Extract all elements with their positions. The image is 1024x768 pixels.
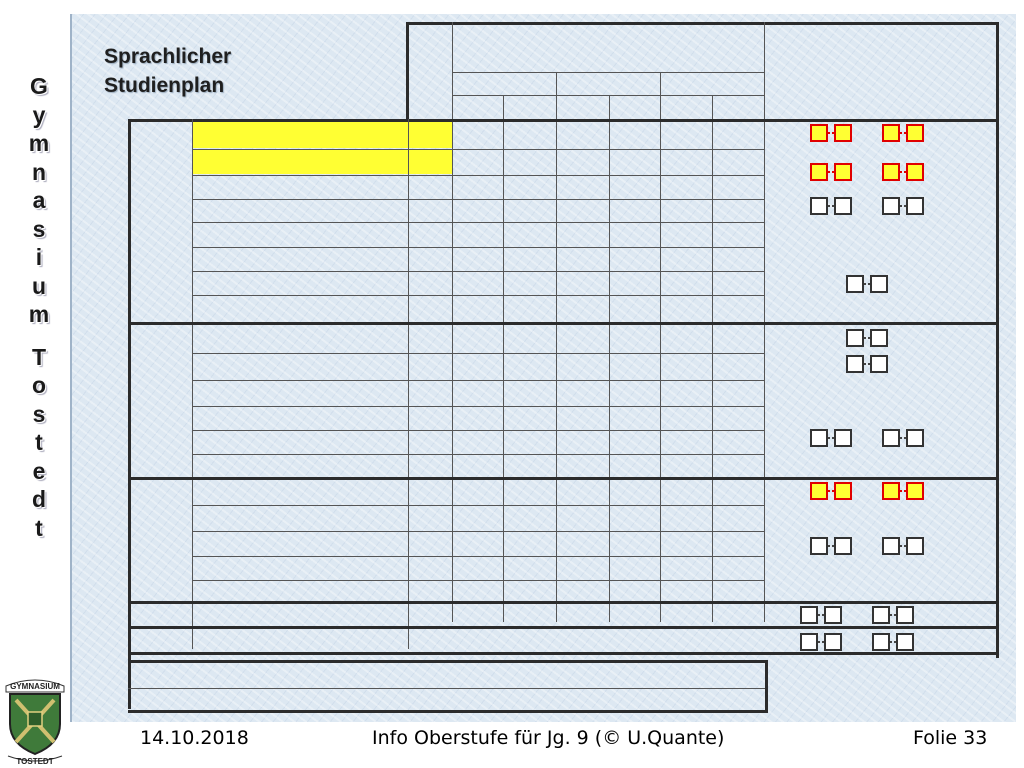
course-checkbox <box>810 429 828 447</box>
highlight-band <box>192 149 452 174</box>
course-checkbox <box>800 606 818 624</box>
vertical-title-letter: a <box>32 187 46 213</box>
table-rule <box>128 119 131 709</box>
table-rule <box>128 601 999 604</box>
course-checkbox-group <box>810 197 924 215</box>
table-rule <box>660 72 661 622</box>
course-checkbox <box>882 197 900 215</box>
vertical-title-letter: y <box>32 101 46 128</box>
course-checkbox <box>824 633 842 651</box>
course-checkbox <box>906 537 924 555</box>
page-title <box>104 42 231 100</box>
course-checkbox <box>810 124 828 142</box>
table-rule <box>556 72 557 622</box>
table-rule <box>192 531 765 532</box>
course-checkbox <box>834 124 852 142</box>
title-line-1: Sprachlicher <box>104 45 232 68</box>
vertical-title-letter: s <box>32 400 46 427</box>
course-checkbox-group <box>846 355 888 373</box>
table-rule <box>192 430 765 431</box>
footer-title: Info Oberstufe für Jg. 9 (© U.Quante) <box>372 727 725 749</box>
course-checkbox <box>870 329 888 347</box>
vertical-title-letter: t <box>35 514 43 541</box>
vertical-title-letter: e <box>32 457 46 484</box>
table-rule <box>192 199 765 200</box>
table-rule <box>192 175 765 176</box>
course-checkbox <box>882 124 900 142</box>
course-checkbox <box>834 537 852 555</box>
course-checkbox-group <box>810 537 924 555</box>
vertical-title-letter: d <box>31 486 47 512</box>
course-checkbox <box>834 163 852 181</box>
course-checkbox <box>906 482 924 500</box>
course-checkbox <box>824 606 842 624</box>
table-rule <box>128 477 999 480</box>
course-checkbox <box>906 197 924 215</box>
table-rule <box>192 271 765 272</box>
course-checkbox-group <box>810 482 924 500</box>
course-checkbox <box>882 482 900 500</box>
table-rule <box>192 353 765 354</box>
course-checkbox <box>870 355 888 373</box>
table-rule <box>192 454 765 455</box>
course-checkbox <box>906 124 924 142</box>
course-checkbox-group <box>846 275 888 293</box>
course-checkbox <box>810 163 828 181</box>
vertical-title-letter: m <box>28 130 50 156</box>
course-checkbox-group <box>810 429 924 447</box>
left-sidebar <box>0 0 74 768</box>
course-checkbox <box>896 633 914 651</box>
course-checkbox <box>834 197 852 215</box>
highlight-band <box>192 122 452 148</box>
course-checkbox <box>810 537 828 555</box>
course-checkbox <box>800 633 818 651</box>
table-rule <box>192 556 765 557</box>
course-checkbox-group <box>800 633 914 651</box>
vertical-school-title <box>14 72 64 542</box>
course-checkbox <box>810 482 828 500</box>
table-rule <box>192 505 765 506</box>
course-checkbox <box>882 163 900 181</box>
table-rule <box>192 580 765 581</box>
table-rule <box>996 22 999 658</box>
vertical-title-letter: t <box>35 429 43 455</box>
footer <box>0 727 1024 755</box>
table-rule <box>192 406 765 407</box>
course-checkbox-group <box>800 606 914 624</box>
table-rule <box>128 626 999 629</box>
table-rule <box>192 149 765 150</box>
table-rule <box>453 72 765 73</box>
table-rule <box>765 660 768 712</box>
course-checkbox <box>846 355 864 373</box>
course-checkbox-group <box>810 124 924 142</box>
vertical-title-letter: s <box>32 215 46 242</box>
course-checkbox <box>906 429 924 447</box>
footer-date: 14.10.2018 <box>140 727 249 749</box>
vertical-title-letter: n <box>31 158 47 185</box>
vertical-title-letter: G <box>30 73 48 99</box>
vertical-title-letter: u <box>31 272 47 299</box>
vertical-title-letter: T <box>31 343 47 370</box>
table-rule <box>128 710 768 713</box>
vertical-title-letter: o <box>31 372 47 398</box>
table-rule <box>192 380 765 381</box>
course-checkbox <box>810 197 828 215</box>
course-checkbox <box>872 606 890 624</box>
table-rule <box>192 222 765 223</box>
svg-text:TOSTEDT: TOSTEDT <box>16 757 54 766</box>
vertical-title-letter: i <box>35 244 43 270</box>
course-checkbox <box>846 275 864 293</box>
course-checkbox <box>882 429 900 447</box>
course-checkbox <box>872 633 890 651</box>
course-checkbox <box>870 275 888 293</box>
table-rule <box>128 322 999 325</box>
course-checkbox <box>906 163 924 181</box>
table-rule <box>128 119 999 122</box>
vertical-title-letter: m <box>28 301 50 327</box>
table-rule <box>128 688 768 689</box>
course-checkbox-group <box>846 329 888 347</box>
course-checkbox-group <box>810 163 924 181</box>
course-checkbox <box>896 606 914 624</box>
table-rule <box>192 247 765 248</box>
svg-text:GYMNASIUM: GYMNASIUM <box>10 682 60 691</box>
table-rule <box>128 660 768 663</box>
course-checkbox <box>834 429 852 447</box>
table-rule <box>128 652 999 655</box>
course-checkbox <box>846 329 864 347</box>
table-rule <box>192 295 765 296</box>
course-checkbox <box>834 482 852 500</box>
title-line-2: Studienplan <box>104 74 225 97</box>
footer-slide-number: Folie 33 <box>913 727 988 749</box>
table-rule <box>406 22 409 122</box>
course-checkbox <box>882 537 900 555</box>
table-rule <box>406 22 999 25</box>
